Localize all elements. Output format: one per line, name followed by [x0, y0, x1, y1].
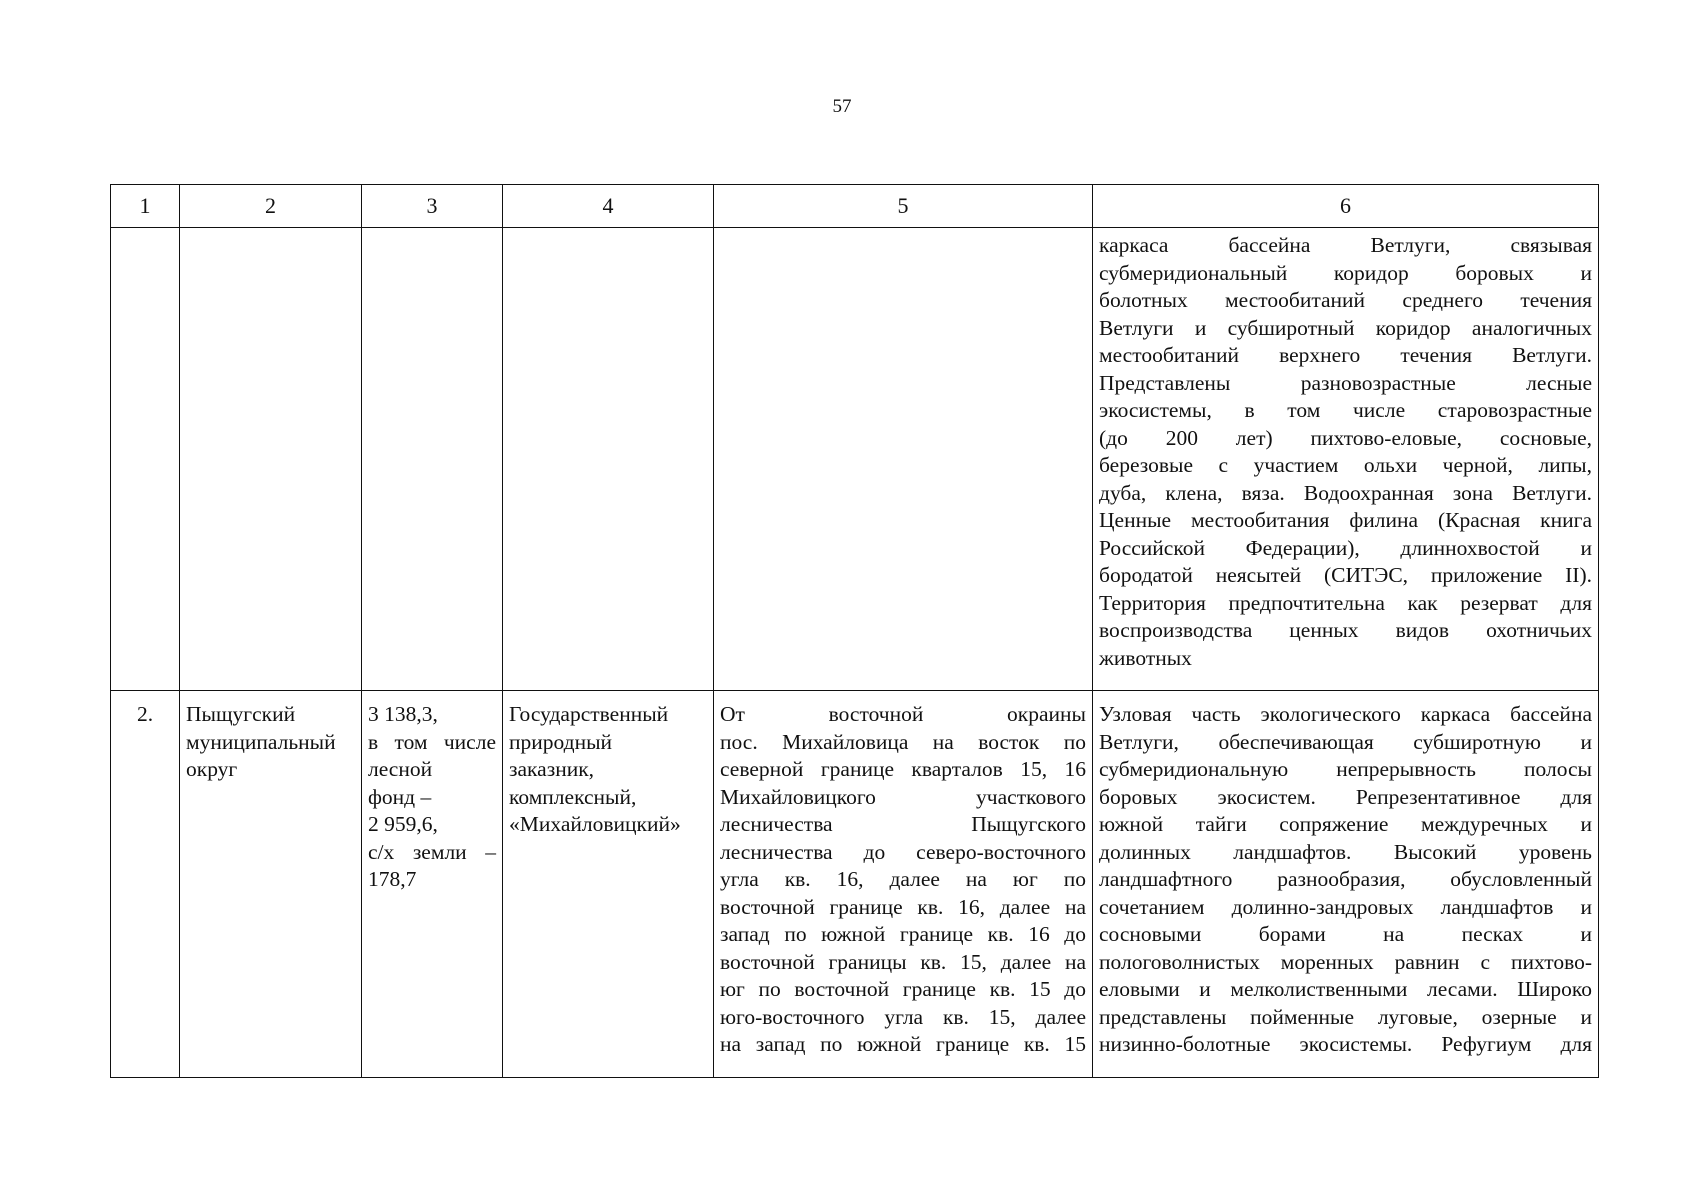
text-line: юг по восточной границе кв. 15 до: [720, 977, 1086, 1001]
text-line: воспроизводства ценных видов охотничьих: [1099, 618, 1592, 642]
text-line: 178,7: [368, 867, 417, 891]
page-number: 57: [832, 96, 852, 117]
text-line: животных: [1099, 645, 1192, 670]
cell-category: [503, 691, 714, 1078]
cell-empty: [362, 228, 503, 691]
text-line: на запад по южной границе кв. 15: [720, 1032, 1086, 1056]
text-line: муниципальный: [186, 729, 336, 754]
text-line: субмеридиональный коридор боровых и: [1099, 260, 1592, 285]
cell-boundaries: [714, 691, 1093, 1078]
cell-description: [1093, 691, 1599, 1078]
cell-municipality: [180, 691, 362, 1078]
text-line: болотных местообитаний среднего течения: [1099, 288, 1592, 312]
text-line: 2 959,6,: [368, 812, 438, 836]
text-line: боровых экосистем. Репрезентативное для: [1099, 784, 1592, 809]
header-cell-1: 1: [111, 185, 180, 228]
text-line: экосистемы, в том числе старовозрастные: [1099, 398, 1592, 422]
text-line: лесничества Пыщугского: [720, 812, 1086, 836]
text-line: долинных ландшафтов. Высокий уровень: [1099, 839, 1592, 864]
text-line: березовые с участием ольхи черной, липы,: [1099, 453, 1592, 477]
text-line: округ: [186, 757, 238, 781]
text-line: (до 200 лет) пихтово-еловые, сосновые,: [1099, 425, 1592, 450]
text-line: угла кв. 16, далее на юг по: [720, 867, 1086, 891]
text-line: Территория предпочтительна как резерват для: [1099, 590, 1592, 615]
text-line: пологоволнистых моренных равнин с пихтово-: [1099, 949, 1592, 974]
text-line: местообитаний верхнего течения Ветлуги.: [1099, 343, 1592, 367]
text-line: Пыщугский: [186, 702, 296, 726]
cell-empty: [111, 228, 180, 691]
text-line: восточной границе кв. 16, далее на: [720, 894, 1086, 919]
text-line: Ветлуги и субширотный коридор аналогичных: [1099, 315, 1592, 340]
cell-area: [362, 691, 503, 1078]
text-line: южной тайги сопряжение междуречных и: [1099, 812, 1592, 836]
text-line: запад по южной границе кв. 16 до: [720, 922, 1086, 946]
text-line: Узловая часть экологического каркаса бассейна: [1099, 702, 1592, 726]
text-line: фонд –: [368, 784, 432, 809]
text-line: лесной: [368, 757, 433, 781]
table-row-2: [111, 691, 1599, 1078]
header-cell-2: 2: [180, 185, 362, 228]
text-line: природный: [509, 729, 613, 754]
header-cell-3: 3: [362, 185, 503, 228]
text-line: Государственный: [509, 702, 669, 726]
text-line: бородатой неясытей (СИТЭС, приложение II).: [1099, 563, 1592, 587]
header-cell-6: 6: [1093, 185, 1599, 228]
text-line: с/х земли –: [368, 839, 496, 864]
text-line: Российской Федерации), длиннохвостой и: [1099, 535, 1592, 560]
text-line: восточной границы кв. 15, далее на: [720, 949, 1086, 974]
text-line: юго-восточного угла кв. 15, далее: [720, 1004, 1086, 1029]
text-line: представлены пойменные луговые, озерные и: [1099, 1004, 1592, 1029]
row-number: 2.: [111, 691, 180, 1078]
cell-empty: [503, 228, 714, 691]
text-line: 3 138,3,: [368, 702, 438, 726]
text-line: лесничества до северо-восточного: [720, 839, 1086, 864]
text-line: От восточной окраины: [720, 702, 1086, 726]
text-line: в том числе: [368, 729, 496, 754]
text-line: низинно-болотные экосистемы. Рефугиум для: [1099, 1032, 1592, 1056]
text-line: сосновыми борами на песках и: [1099, 922, 1592, 946]
text-line: ландшафтного разнообразия, обусловленный: [1099, 867, 1592, 891]
text-line: Михайловицкого участкового: [720, 784, 1086, 809]
text-line: заказник,: [509, 757, 595, 781]
text-line: каркаса бассейна Ветлуги, связывая: [1099, 233, 1592, 257]
text-line: пос. Михайловица на восток по: [720, 729, 1086, 754]
text-line: дуба, клена, вяза. Водоохранная зона Ветлуги.: [1099, 480, 1592, 505]
text-line: сочетанием долинно-зандровых ландшафтов и: [1099, 894, 1592, 919]
text-line: Ценные местообитания филина (Красная книга: [1099, 508, 1592, 532]
text-line: Ветлуги, обеспечивающая субширотную и: [1099, 729, 1592, 754]
text-line: «Михайловицкий»: [509, 812, 681, 836]
header-row: [111, 185, 1599, 228]
table-row-continuation: [111, 228, 1599, 691]
text-line: Представлены разновозрастные лесные: [1099, 370, 1592, 395]
text-line: еловыми и мелколиственными лесами. Широко: [1099, 977, 1592, 1001]
text-line: комплексный,: [509, 784, 637, 809]
text-line: субмеридиональную непрерывность полосы: [1099, 757, 1592, 781]
cell-empty: [714, 228, 1093, 691]
cell-empty: [180, 228, 362, 691]
header-cell-4: 4: [503, 185, 714, 228]
data-table: [110, 184, 1599, 1078]
cell-description-continued: [1093, 228, 1599, 691]
text-line: северной границе кварталов 15, 16: [720, 757, 1086, 781]
header-cell-5: 5: [714, 185, 1093, 228]
